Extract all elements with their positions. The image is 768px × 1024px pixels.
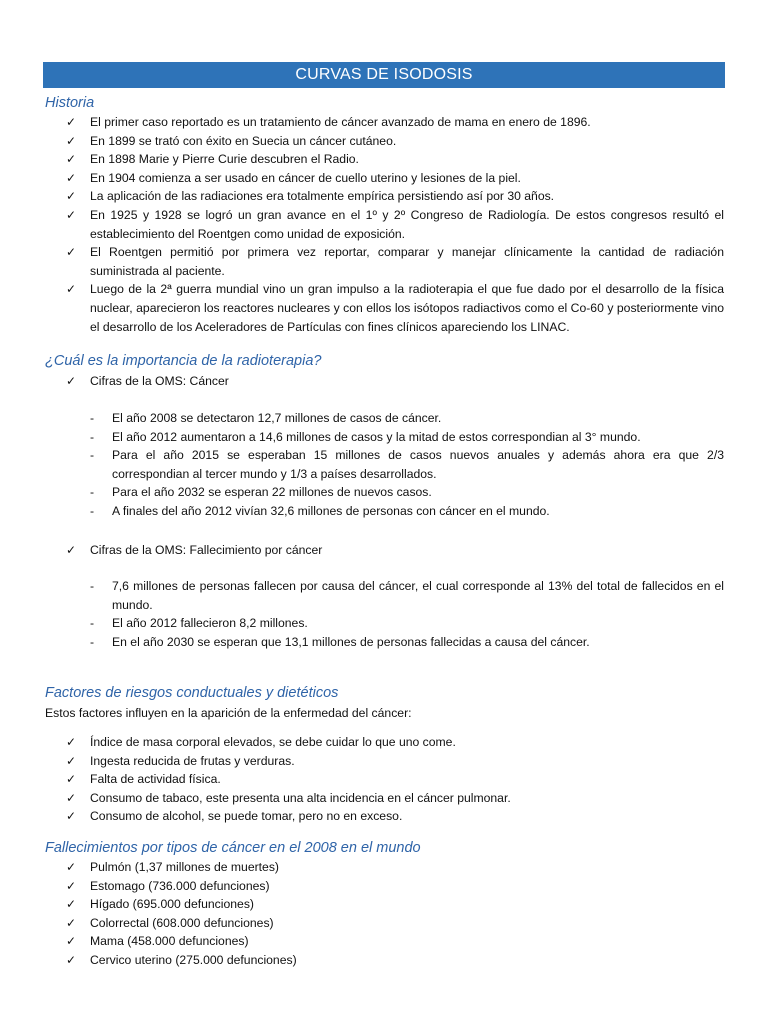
check-icon: ✓ <box>66 809 77 824</box>
oms-cancer-figures <box>0 409 724 521</box>
importancia-heading: ¿Cuál es la importancia de la radioterapia? <box>45 353 322 369</box>
check-icon: ✓ <box>66 753 77 768</box>
dash-bullet: - <box>90 634 95 649</box>
list-item: - En el año 2030 se esperan que 13,1 millones de personas fallecidas a causa del cáncer. <box>0 633 724 652</box>
oms-cancer-list <box>0 372 724 391</box>
factores-intro: Estos factores influyen en la aparición de la enfermedad del cáncer: <box>45 706 412 720</box>
check-icon: ✓ <box>66 860 77 874</box>
list-item: ✓ Falta de actividad física. <box>0 770 724 789</box>
list-item: ✓ Estomago (736.000 defunciones) <box>0 877 724 896</box>
check-icon: ✓ <box>66 878 77 893</box>
check-icon: ✓ <box>66 934 77 949</box>
oms-fallecimiento-list <box>0 541 724 560</box>
list-item: ✓ Cifras de la OMS: Fallecimiento por cáncer <box>0 541 724 560</box>
check-icon: ✓ <box>66 374 77 388</box>
check-icon: ✓ <box>66 115 77 129</box>
dash-bullet: - <box>90 411 95 425</box>
list-item: ✓ En 1904 comienza a ser usado en cáncer de cuello uterino y lesiones de la piel. <box>0 169 724 188</box>
check-icon: ✓ <box>66 152 77 167</box>
list-item: ✓ El primer caso reportado es un tratamiento de cáncer avanzado de mama en enero de 1896. <box>0 113 724 132</box>
fallecimientos-list <box>0 858 724 970</box>
list-item: - El año 2012 aumentaron a 14,6 millones de casos y la mitad de estos correspondian al 3° mundo. <box>0 428 724 447</box>
check-icon: ✓ <box>66 207 77 222</box>
list-item: ✓ Consumo de tabaco, este presenta una alta incidencia en el cáncer pulmonar. <box>0 789 724 808</box>
list-item: ✓ Ingesta reducida de frutas y verduras. <box>0 752 724 771</box>
check-icon: ✓ <box>66 282 77 297</box>
list-item: - 7,6 millones de personas fallecen por causa del cáncer, el cual corresponde al 13% del total de fallecidos en el mundo. <box>90 579 724 612</box>
check-icon: ✓ <box>66 772 77 787</box>
check-icon: ✓ <box>66 543 77 557</box>
list-item: - Para el año 2015 se esperaban 15 millones de casos nuevos anuales y además ahora era que 2/3 correspondian al tercer mundo y 1/3 a países desarrollados. <box>90 448 724 481</box>
factores-list <box>0 733 724 826</box>
factores-heading: Factores de riesgos conductuales y dietéticos <box>45 685 339 701</box>
list-item: - A finales del año 2012 vivían 32,6 millones de personas con cáncer en el mundo. <box>0 502 724 521</box>
dash-bullet: - <box>90 579 95 593</box>
list-item: ✓ Consumo de alcohol, se puede tomar, pero no en exceso. <box>0 807 724 826</box>
list-item: ✓ En 1899 se trató con éxito en Suecia un cáncer cutáneo. <box>0 132 724 151</box>
list-item: ✓ Pulmón (1,37 millones de muertes) <box>0 858 724 877</box>
check-icon: ✓ <box>66 790 77 805</box>
list-item: ✓ Luego de la 2ª guerra mundial vino un gran impulso a la radioterapia el que fue dado por el desarrollo de la física nuclear, aparecieron los reactores nucleares y con ellos los isótopos radiactivos como el Co-60 y posteriormente vino el desarrollo de los Aceleradores de Partículas con fines clínicos apareciendo los LINAC. <box>66 282 724 334</box>
list-item: ✓ Mama (458.000 defunciones) <box>0 932 724 951</box>
list-item: - El año 2012 fallecieron 8,2 millones. <box>0 614 724 633</box>
list-item: ✓ Cifras de la OMS: Cáncer <box>0 372 724 391</box>
check-icon: ✓ <box>66 170 77 185</box>
dash-bullet: - <box>90 429 95 444</box>
check-icon: ✓ <box>66 133 77 148</box>
list-item: ✓ La aplicación de las radiaciones era totalmente empírica persistiendo así por 30 años. <box>0 187 724 206</box>
list-item: ✓ Cervico uterino (275.000 defunciones) <box>0 951 724 970</box>
list-item: - Para el año 2032 se esperan 22 millones de nuevos casos. <box>0 483 724 502</box>
oms-fallecimiento-figures <box>0 577 724 651</box>
list-item: ✓ Índice de masa corporal elevados, se debe cuidar lo que uno come. <box>0 733 724 752</box>
historia-list <box>0 113 724 336</box>
check-icon: ✓ <box>66 735 77 749</box>
dash-bullet: - <box>90 485 95 500</box>
list-item: ✓ Colorrectal (608.000 defunciones) <box>0 914 724 933</box>
dash-bullet: - <box>90 616 95 631</box>
list-item: - El año 2008 se detectaron 12,7 millones de casos de cáncer. <box>0 409 724 428</box>
list-item: ✓ En 1898 Marie y Pierre Curie descubren el Radio. <box>0 150 724 169</box>
dash-bullet: - <box>90 503 95 518</box>
fallecimientos-heading: Fallecimientos por tipos de cáncer en el 2008 en el mundo <box>45 840 421 856</box>
check-icon: ✓ <box>66 245 77 260</box>
list-item: ✓ En 1925 y 1928 se logró un gran avance en el 1º y 2º Congreso de Radiología. De estos congresos resultó el establecimiento del Roentgen como unidad de exposición. <box>66 207 724 241</box>
check-icon: ✓ <box>66 915 77 930</box>
document-title: CURVAS DE ISODOSIS <box>43 62 725 88</box>
list-item: ✓ El Roentgen permitió por primera vez reportar, comparar y manejar clínicamente la cantidad de radiación suministrada al paciente. <box>66 245 724 278</box>
check-icon: ✓ <box>66 897 77 912</box>
check-icon: ✓ <box>66 189 77 204</box>
dash-bullet: - <box>90 448 95 463</box>
historia-heading: Historia <box>45 95 95 111</box>
list-item: ✓ Hígado (695.000 defunciones) <box>0 895 724 914</box>
check-icon: ✓ <box>66 952 77 967</box>
